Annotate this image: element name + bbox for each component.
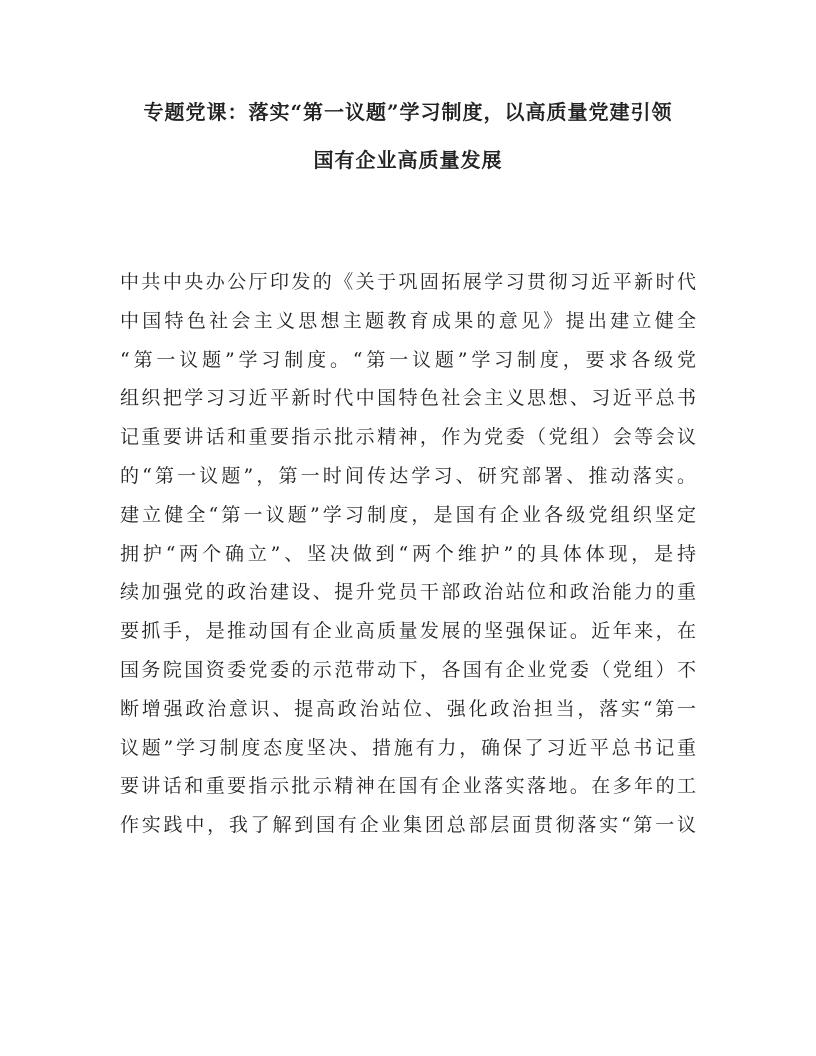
body-line: 建立健全“第一议题”学习制度，是国有企业各级党组织坚定 — [120, 503, 696, 526]
body-line: 作实践中，我了解到国有企业集团总部层面贯彻落实“第一议 — [120, 814, 696, 837]
body-line: 议题”学习制度态度坚决、措施有力，确保了习近平总书记重 — [120, 736, 696, 759]
body-line: 断增强政治意识、提高政治站位、强化政治担当，落实“第一 — [120, 697, 696, 720]
document-title — [100, 88, 716, 184]
title-line-2: 国有企业高质量发展 — [313, 148, 503, 172]
body-line: 要抓手，是推动国有企业高质量发展的坚强保证。近年来，在 — [120, 620, 696, 643]
title-line-1: 专题党课：落实“第一议题”学习制度，以高质量党建引领 — [143, 100, 673, 124]
body-paragraph — [120, 263, 696, 845]
body-line: 组织把学习习近平新时代中国特色社会主义思想、习近平总书 — [120, 387, 696, 410]
body-line: 要讲话和重要指示批示精神在国有企业落实落地。在多年的工 — [120, 775, 696, 798]
body-line: 的“第一议题”，第一时间传达学习、研究部署、推动落实。 — [120, 464, 696, 487]
body-line: 续加强党的政治建设、提升党员干部政治站位和政治能力的重 — [120, 581, 696, 604]
body-line: 中共中央办公厅印发的《关于巩固拓展学习贯彻习近平新时代 — [120, 271, 696, 293]
body-line: 拥护“两个确立”、坚决做到“两个维护”的具体体现，是持 — [120, 542, 696, 565]
body-line: 记重要讲话和重要指示批示精神，作为党委（党组）会等会议 — [120, 426, 696, 449]
body-line: 中国特色社会主义思想主题教育成果的意见》提出建立健全 — [120, 309, 696, 332]
body-line: 国务院国资委党委的示范带动下，各国有企业党委（党组）不 — [120, 658, 696, 681]
body-line: “第一议题”学习制度。“第一议题”学习制度，要求各级党 — [120, 348, 696, 371]
